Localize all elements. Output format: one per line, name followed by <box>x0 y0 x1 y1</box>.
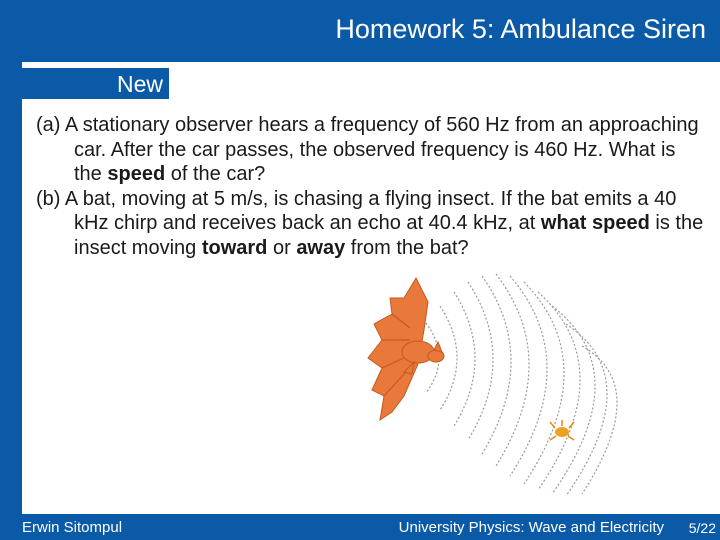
footer-course: University Physics: Wave and Electricity <box>398 519 664 536</box>
title-band <box>0 0 720 62</box>
problem-list <box>36 113 706 260</box>
left-accent-bar <box>0 0 22 540</box>
slide-title: Homework 5: Ambulance Siren <box>335 14 706 44</box>
problem-b-text: A bat, moving at 5 m/s, is chasing a flying insect. If the bat emits a 40 kHz chirp and receives back an echo at 40.4 kHz, at <box>64 187 677 234</box>
problem-a-text: A stationary observer hears a frequency of 560 Hz from an approaching car. After the car passes, the observed frequency is 460 Hz. What is the <box>64 114 699 185</box>
problem-a <box>36 113 706 187</box>
page-number: 5/22 <box>688 520 716 536</box>
new-tag <box>22 68 169 99</box>
problem-b-text-or: or <box>267 236 297 259</box>
problem-b-text-end: from the bat? <box>345 236 469 259</box>
problem-b-emphasis-speed: what speed <box>540 212 650 234</box>
problem-b-emphasis-toward: toward <box>201 236 268 259</box>
bat-echolocation-illustration <box>352 268 652 504</box>
problem-b-label: (b) <box>36 187 61 210</box>
problem-a-emphasis: speed <box>107 163 166 185</box>
problem-a-text-end: of the car? <box>165 163 266 185</box>
problem-b-emphasis-away: away <box>296 236 346 259</box>
sound-wave-arcs <box>426 274 617 496</box>
insect-icon <box>550 420 574 440</box>
problem-b-text-mid: is the insect moving <box>74 212 704 259</box>
problem-b <box>36 187 706 261</box>
footer-author: Erwin Sitompul <box>22 519 123 536</box>
bat-icon <box>368 278 444 420</box>
new-tag-label: New <box>116 71 163 97</box>
problem-a-label: (a) <box>36 114 61 136</box>
